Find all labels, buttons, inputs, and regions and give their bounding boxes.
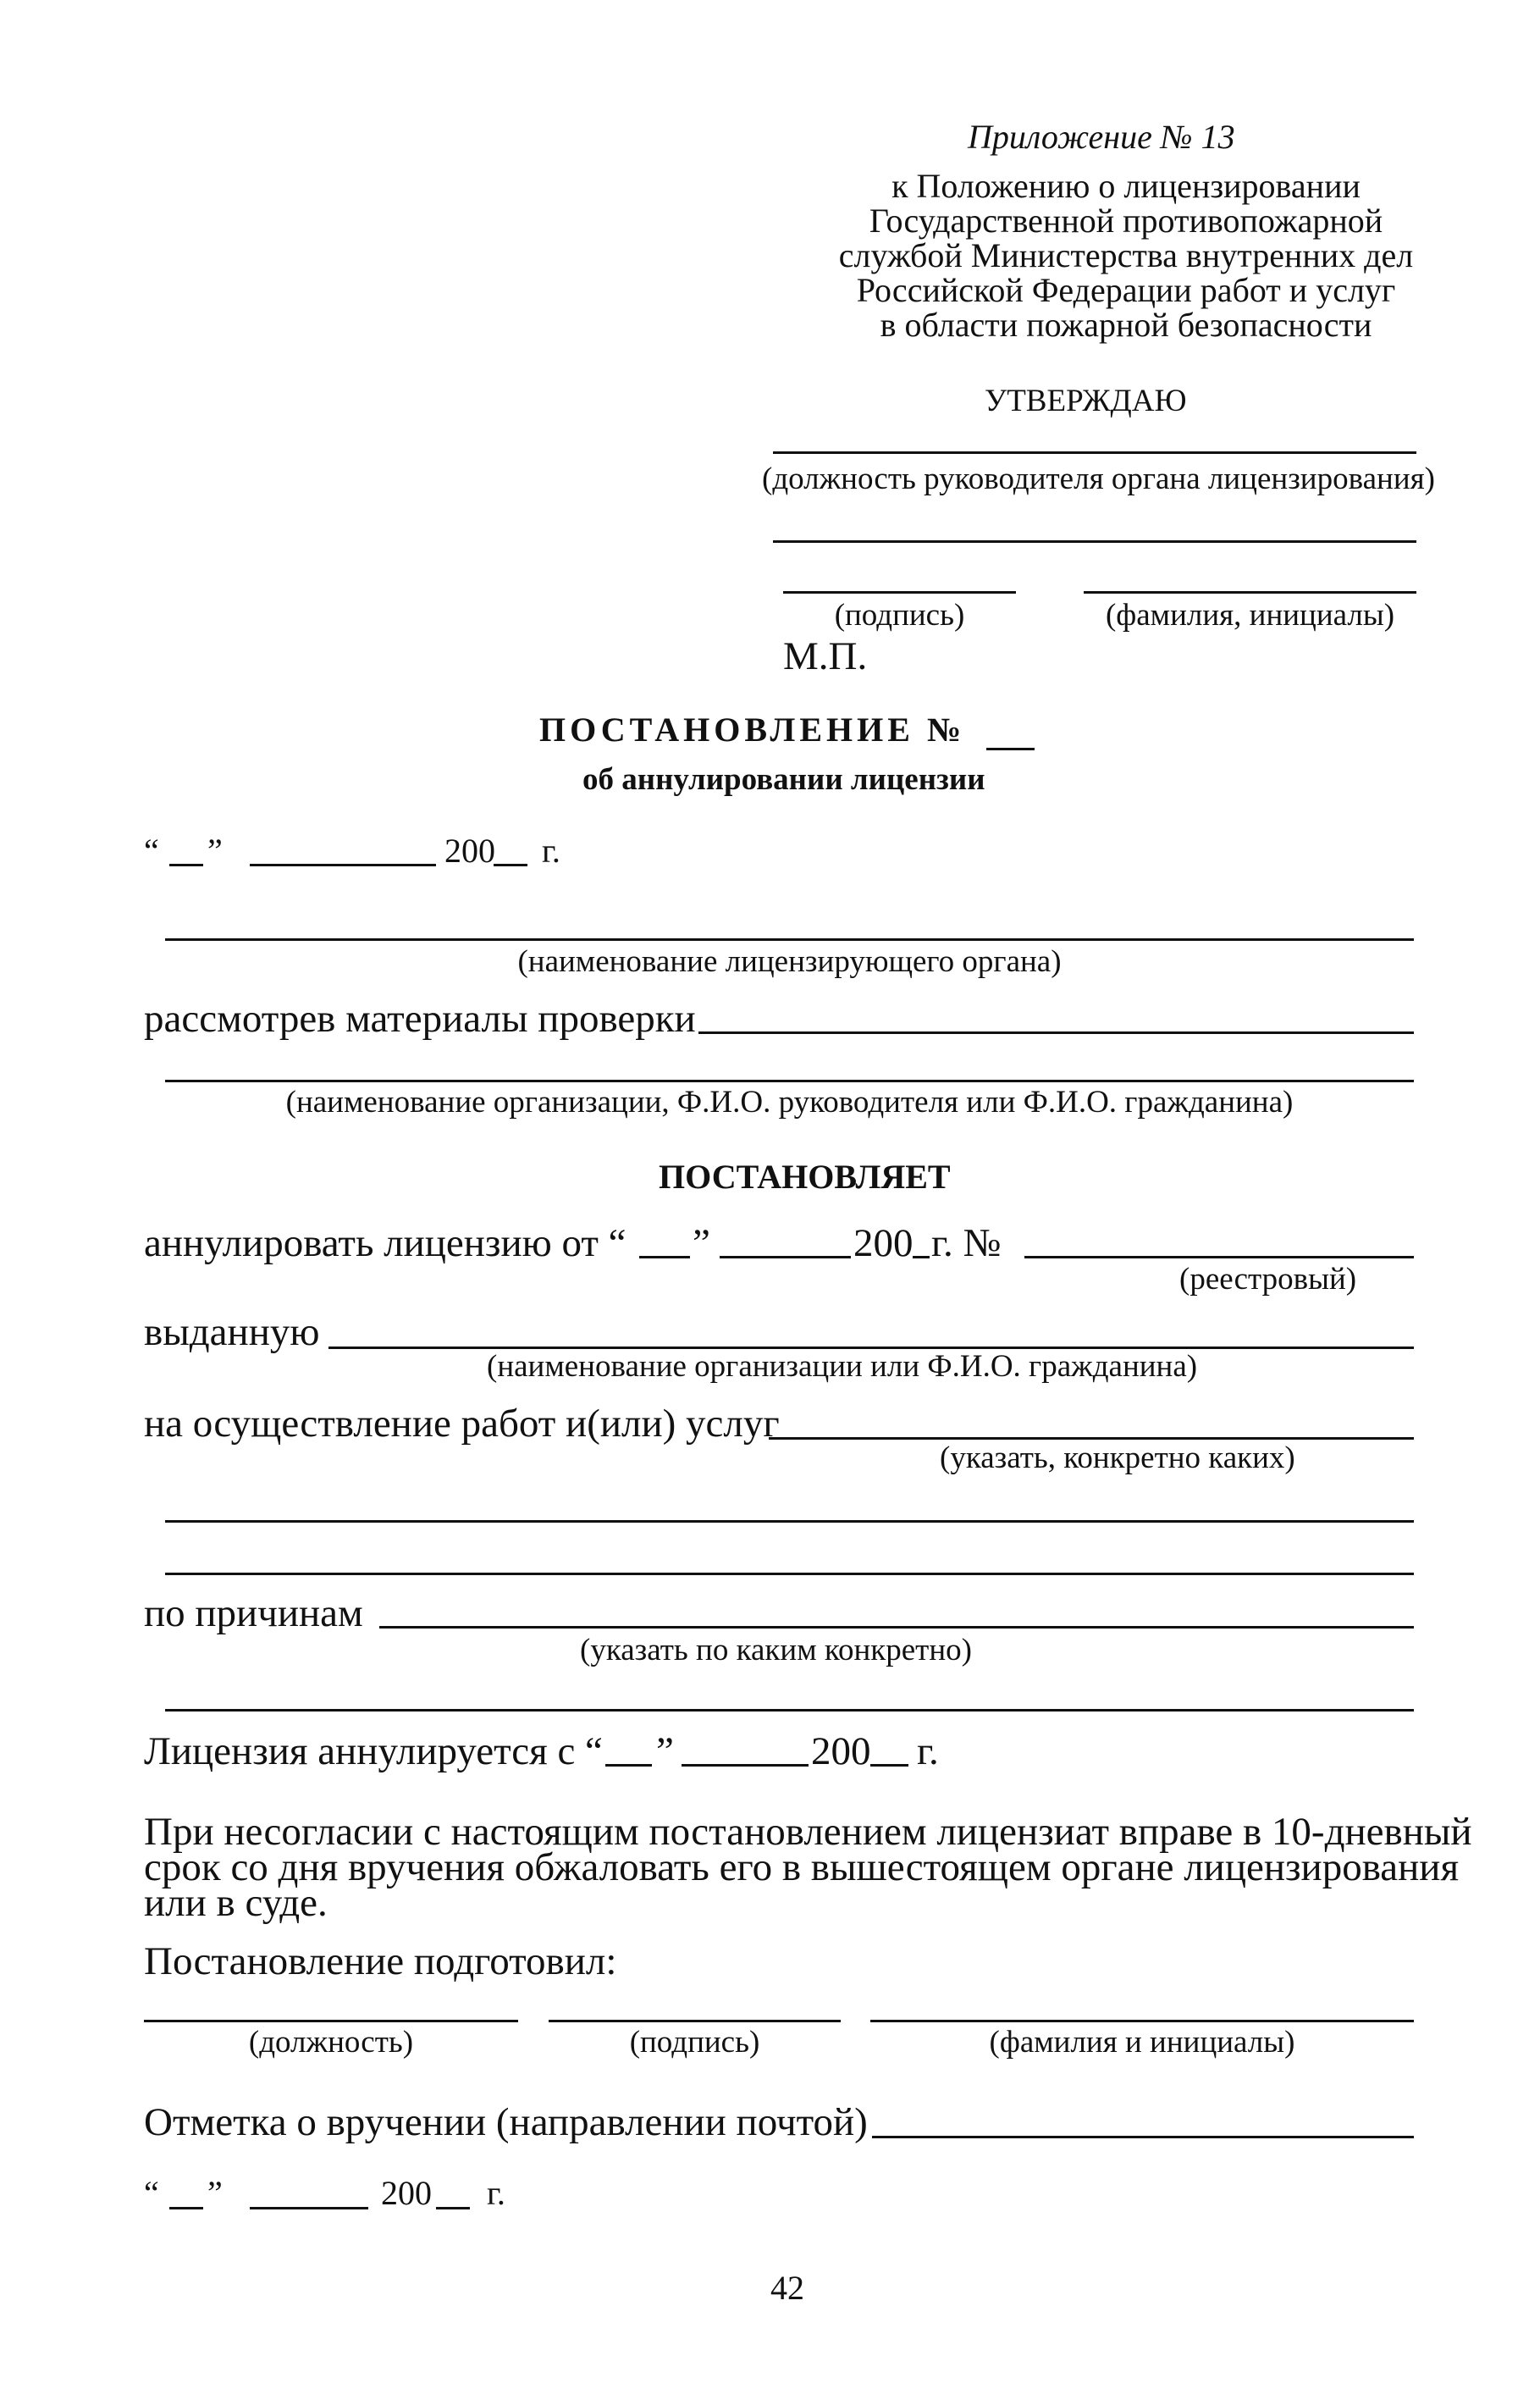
date-close-quote: ” (207, 832, 223, 870)
decree-title: ПОСТАНОВЛЕНИЕ № (539, 711, 966, 749)
prepared-signature-caption: (подпись) (629, 2025, 760, 2060)
annul-number-line (1024, 1256, 1414, 1258)
organization-line (165, 1080, 1414, 1082)
works-extra-line (165, 1520, 1414, 1523)
annulled-day-line (605, 1764, 652, 1767)
reasons-extra-line (165, 1709, 1414, 1712)
authority-line (165, 938, 1414, 941)
reasons-label: по причинам (144, 1591, 363, 1635)
annul-quote-close: ” (693, 1221, 710, 1265)
final-year-line (436, 2207, 470, 2209)
final-close-quote: ” (207, 2174, 223, 2212)
annulled-quote-close: ” (656, 1729, 674, 1773)
blank-line (773, 540, 1416, 543)
appendix-line: Государственной противопожарной (869, 202, 1383, 240)
annul-prefix: аннулировать лицензию от “ (144, 1221, 626, 1265)
appendix-line: к Положению о лицензировании (891, 167, 1361, 205)
prepared-label: Постановление подготовил: (144, 1939, 617, 1983)
issued-label: выданную (144, 1310, 320, 1354)
appeal-line: или в суде. (144, 1881, 328, 1925)
final-day-line (169, 2207, 203, 2209)
annulled-year-line (870, 1764, 908, 1767)
final-year: 200 (381, 2174, 432, 2212)
resolves-heading: ПОСТАНОВЛЯЕТ (659, 1158, 951, 1196)
seal-label: М.П. (783, 634, 868, 678)
appendix-text (762, 169, 1490, 343)
issued-caption: (наименование организации или Ф.И.О. гражданина) (487, 1349, 1198, 1384)
final-month-line (250, 2207, 368, 2209)
decree-number-line (986, 748, 1035, 750)
annulled-month-line (682, 1764, 809, 1767)
reasons-caption: (указать по каким конкретно) (580, 1633, 972, 1667)
date-day-line (169, 864, 203, 866)
final-g: г. (487, 2174, 505, 2212)
signature-caption: (подпись) (834, 598, 965, 633)
annul-year-line (913, 1256, 930, 1258)
final-open-quote: “ (144, 2174, 159, 2212)
prepared-position-line (144, 2020, 518, 2022)
date-month-line (250, 864, 436, 866)
prepared-signature-line (549, 2020, 841, 2022)
page-number: 42 (770, 2269, 804, 2307)
delivery-line (872, 2136, 1414, 2138)
appendix-line: в области пожарной безопасности (880, 306, 1372, 344)
appeal-paragraph (144, 1810, 1472, 1925)
date-suffix: г. (542, 832, 560, 870)
annulled-g: г. (917, 1729, 939, 1773)
date-year-line (494, 864, 527, 866)
approve-label: УТВЕРЖДАЮ (985, 384, 1187, 418)
date-year: 200 (444, 832, 495, 870)
appeal-line: При несогласии с настоящим постановлением лицензиат вправе в 10-дневный (144, 1810, 1472, 1854)
appendix-line: службой Министерства внутренних дел (838, 236, 1414, 274)
annulled-prefix: Лицензия аннулируется с “ (144, 1729, 603, 1773)
signature-line (783, 591, 1016, 594)
reviewed-line (698, 1031, 1414, 1034)
annulled-year: 200 (811, 1729, 871, 1773)
appeal-line: срок со дня вручения обжаловать его в вышестоящем органе лицензирования (144, 1845, 1460, 1889)
works-line (769, 1437, 1414, 1440)
annul-month-line (720, 1256, 851, 1258)
prepared-name-caption: (фамилия и инициалы) (989, 2025, 1295, 2060)
annul-year: 200 (853, 1221, 914, 1265)
annul-day-line (639, 1256, 690, 1258)
date-open-quote: “ (144, 832, 159, 870)
prepared-position-caption: (должность) (248, 2025, 414, 2060)
position-line (773, 451, 1416, 454)
appendix-title: Приложение № 13 (968, 118, 1235, 156)
name-caption: (фамилия, инициалы) (1105, 598, 1395, 633)
reviewed-label: рассмотрев материалы проверки (144, 997, 696, 1041)
prepared-name-line (870, 2020, 1414, 2022)
organization-caption: (наименование организации, Ф.И.О. руководителя или Ф.И.О. гражданина) (285, 1085, 1294, 1120)
position-caption: (должность руководителя органа лицензирования) (762, 462, 1435, 496)
works-label: на осуществление работ и(или) услуг (144, 1402, 780, 1446)
works-extra-line (165, 1573, 1414, 1575)
appendix-line: Российской Федерации работ и услуг (856, 271, 1396, 309)
delivery-label: Отметка о вручении (направлении почтой) (144, 2100, 868, 2144)
name-line (1084, 591, 1416, 594)
decree-subtitle: об аннулировании лицензии (582, 762, 985, 797)
reasons-line (379, 1626, 1414, 1629)
registry-caption: (реестровый) (1179, 1262, 1357, 1297)
annul-g: г. № (931, 1221, 1002, 1265)
authority-caption: (наименование лицензирующего органа) (517, 944, 1062, 979)
works-caption: (указать, конкретно каких) (940, 1441, 1295, 1475)
